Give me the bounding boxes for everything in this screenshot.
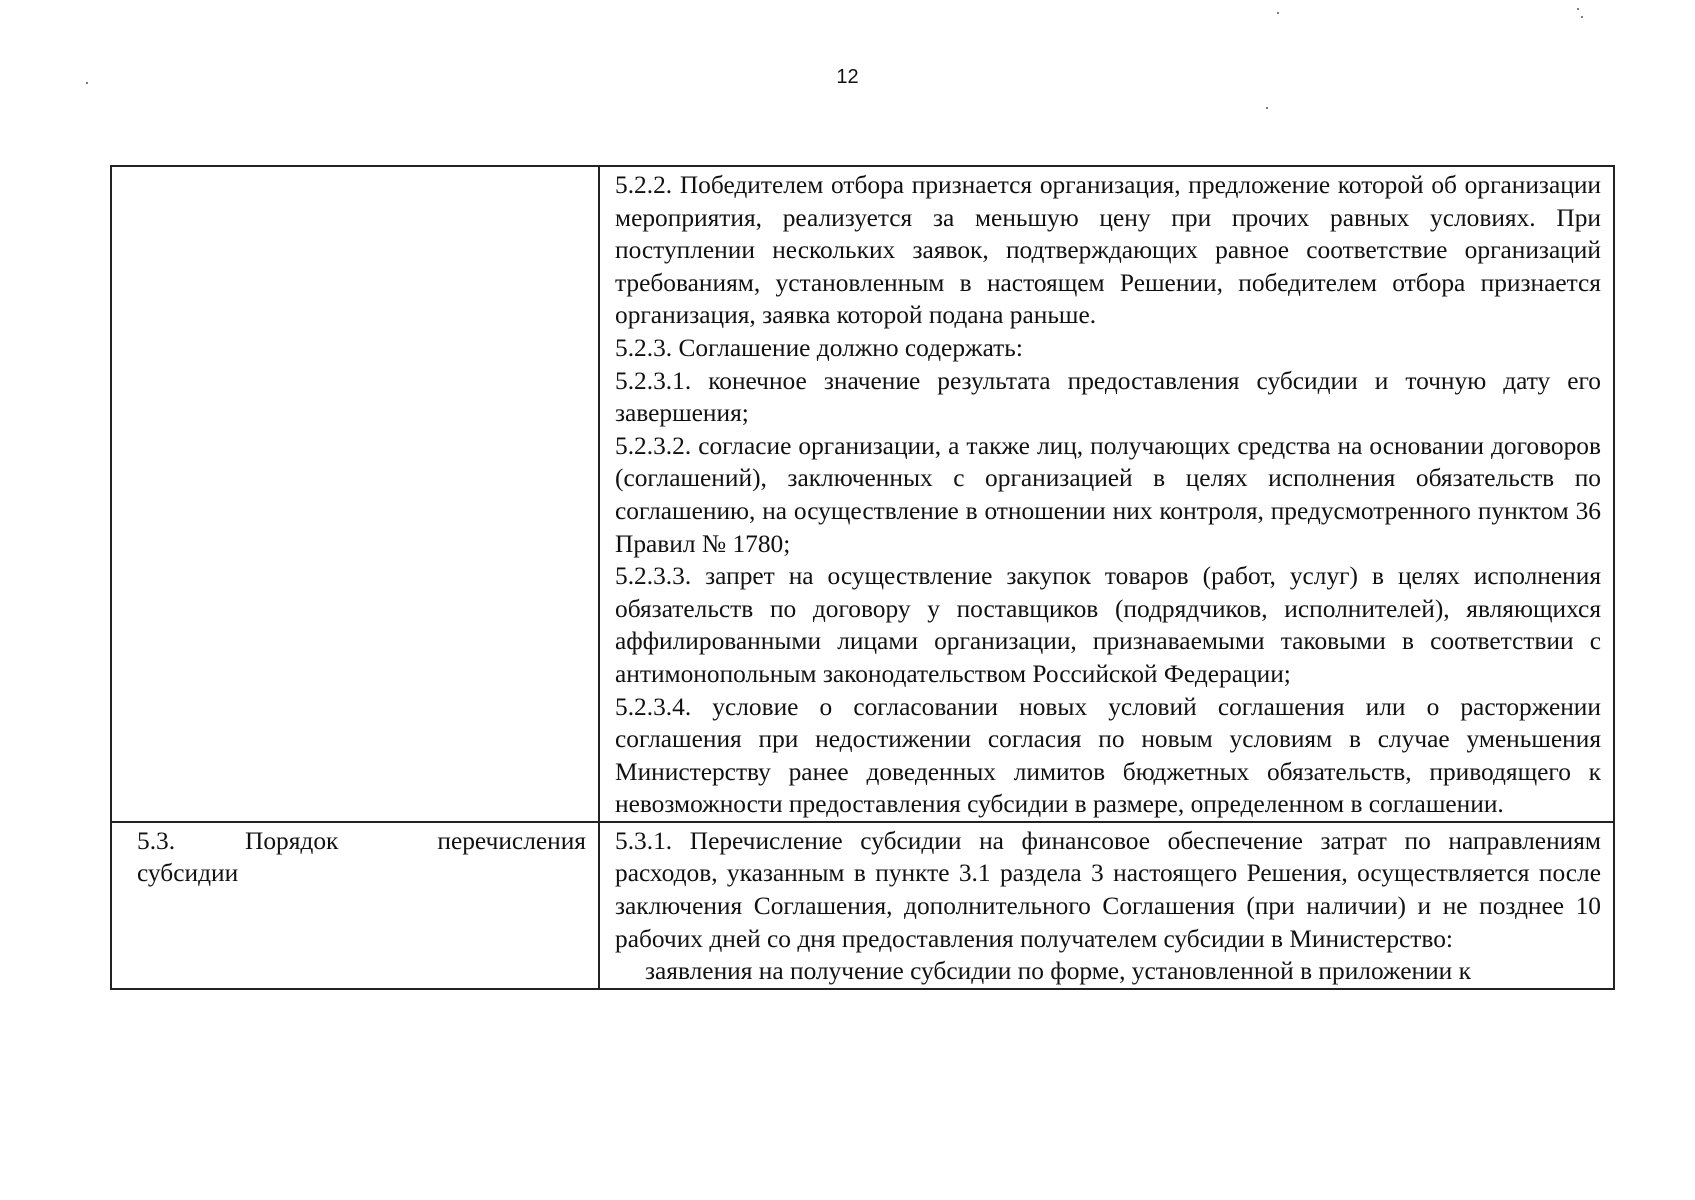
section-number: 5.3. bbox=[137, 826, 176, 855]
clause-5-2-3-1: 5.2.3.1. конечное значение результата предоставления субсидии и точную дату его завершения; bbox=[615, 366, 1601, 428]
scan-speck bbox=[1577, 8, 1579, 10]
scan-speck bbox=[1277, 12, 1279, 14]
clause-5-2-3-3: 5.2.3.3. запрет на осуществление закупок товаров (работ, услуг) в целях исполнения обязательств по договору у поставщиков (подрядчиков, исполнителей), являющихся аффилированными лицами организации, признаваемыми таковыми в соответствии с антимонопольным законодательством Российской Федерации; bbox=[615, 562, 1601, 688]
clause-5-3-1: 5.3.1. Перечисление субсидии на финансовое обеспечение затрат по направлениям расходов, указанным в пункте 3.1 раздела 3 настоящего Решения, осуществляется после заключения Соглашения, дополнительного Соглашения (при наличии) и не позднее 10 рабочих дней со дня предоставления получателем субсидии в Министерство: bbox=[615, 826, 1601, 953]
row-heading-cell bbox=[111, 166, 599, 822]
scan-speck bbox=[86, 82, 88, 84]
scan-speck bbox=[1266, 107, 1268, 109]
row-heading-cell bbox=[111, 822, 599, 989]
page-number: 12 bbox=[836, 66, 859, 88]
clause-continuation: заявления на получение субсидии по форме, установленной в приложении к bbox=[645, 957, 1471, 986]
clause-5-2-3-4: 5.2.3.4. условие о согласовании новых условий соглашения или о расторжении соглашения при недостижении согласия по новым условиям в случае уменьшения Министерству ранее доведенных лимитов бюджетных обязательств, приводящего к невозможности предоставления субсидии в размере, определенном в соглашении. bbox=[615, 692, 1601, 819]
clause-5-2-3: 5.2.3. Соглашение должно содержать: bbox=[615, 333, 1023, 362]
clause-5-2-3-2: 5.2.3.2. согласие организации, а также лиц, получающих средства на основании договоров (соглашений), заключенных с организацией в целях исполнения обязательств по соглашению, на осуществление в отношении них контроля, предусмотренного пунктом 36 Правил № 1780; bbox=[615, 431, 1601, 558]
table-row bbox=[111, 822, 1614, 989]
scan-speck bbox=[1581, 16, 1583, 18]
content-table bbox=[110, 165, 1615, 990]
clause-5-2-2: 5.2.2. Победителем отбора признается организация, предложение которой об организации мероприятия, реализуется за меньшую цену при прочих равных условиях. При поступлении нескольких заявок, подтверждающих равное соответствие организаций требованиям, установленным в настоящем Решении, победителем отбора признается организация, заявка которой подана раньше. bbox=[615, 171, 1601, 330]
row-content-cell bbox=[599, 822, 1614, 989]
row-heading bbox=[127, 825, 586, 890]
section-title: Порядок перечисления субсидии bbox=[137, 826, 586, 888]
row-content-cell bbox=[599, 166, 1614, 822]
table-row bbox=[111, 166, 1614, 822]
